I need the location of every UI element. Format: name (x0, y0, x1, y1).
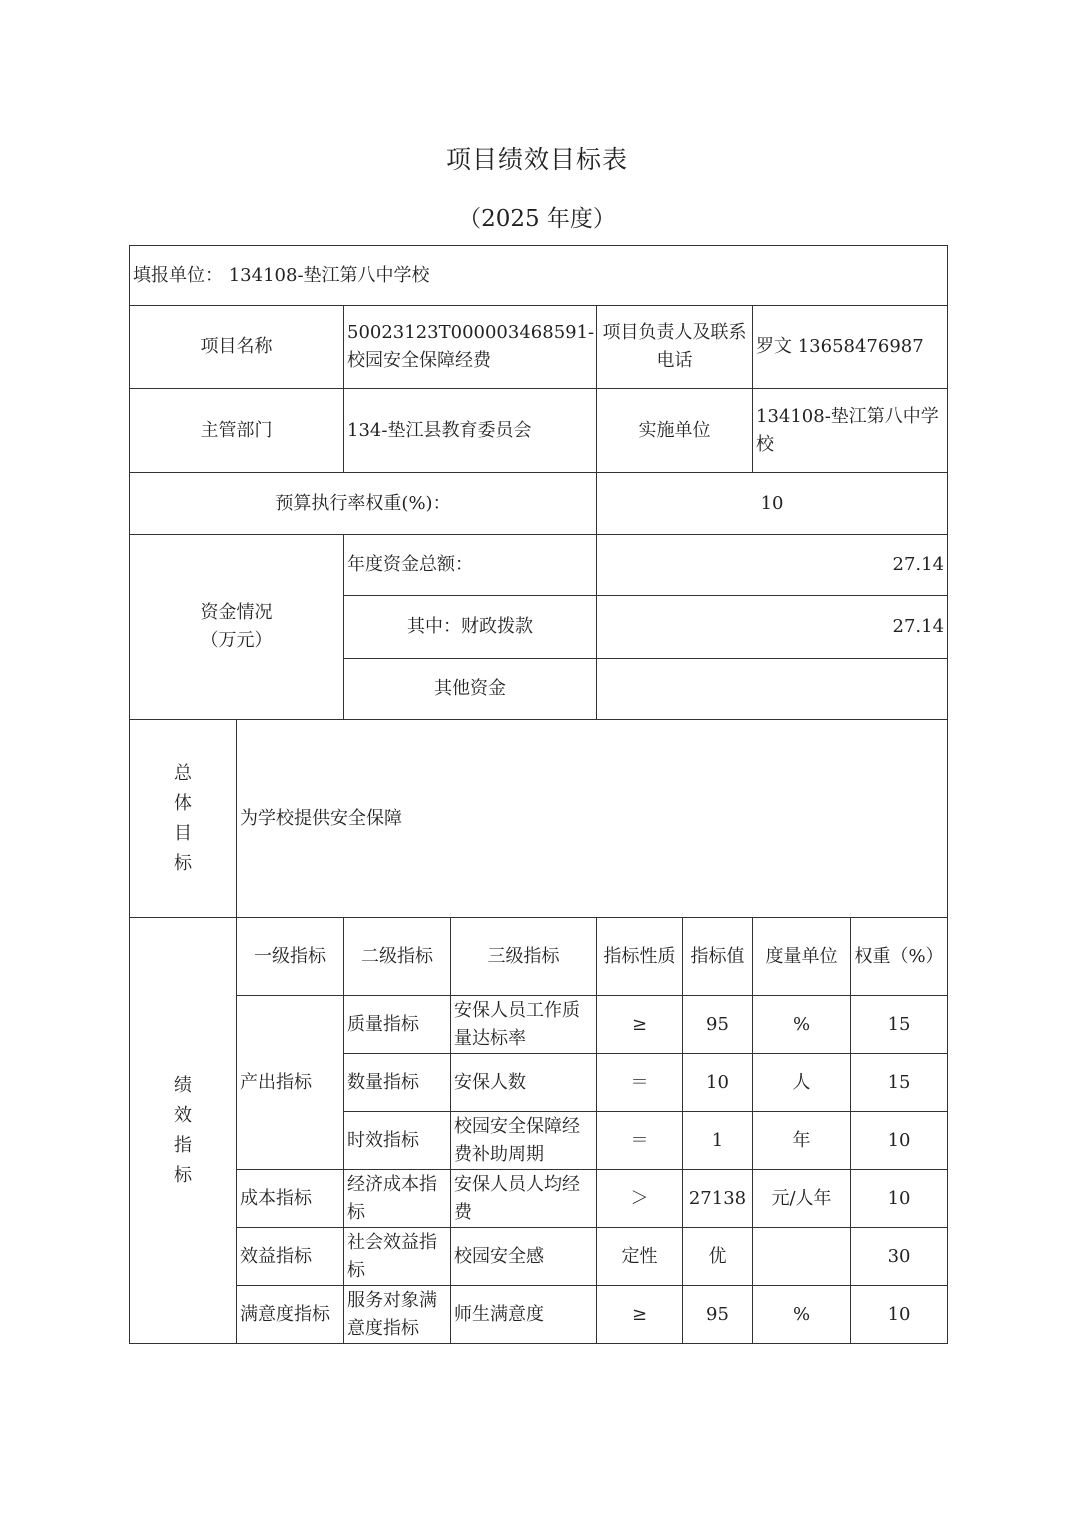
supervising-dept-value: 134-垫江县教育委员会 (344, 389, 597, 473)
value-cell: 1 (683, 1112, 753, 1170)
performance-indicators-label (130, 918, 237, 1344)
funds-label-line1: 资金情况 (200, 602, 273, 623)
budget-rate-label: 预算执行率权重(%)： (130, 473, 597, 535)
table-row (130, 1170, 948, 1228)
page-title: 项目绩效目标表 (445, 145, 628, 174)
level3-cell: 安保人员人均经费 (451, 1170, 597, 1228)
column-header: 二级指标 (344, 918, 451, 996)
implementing-unit-label: 实施单位 (597, 389, 753, 473)
level3-cell: 安保人数 (451, 1054, 597, 1112)
level2-cell: 经济成本指标 (344, 1170, 451, 1228)
column-header: 三级指标 (451, 918, 597, 996)
level1-cell: 满意度指标 (237, 1286, 344, 1344)
unit-cell: % (753, 1286, 851, 1344)
level3-cell: 校园安全保障经费补助周期 (451, 1112, 597, 1170)
table-row (130, 1228, 948, 1286)
page-subtitle: （2025 年度） (458, 206, 616, 232)
overall-goal-char: 标 (174, 852, 192, 874)
level3-cell: 师生满意度 (451, 1286, 597, 1344)
performance-goal-table (129, 245, 948, 1344)
level3-cell: 安保人员工作质量达标率 (451, 996, 597, 1054)
weight-cell: 10 (851, 1170, 948, 1228)
nature-cell: ≥ (597, 996, 683, 1054)
table-row (130, 996, 948, 1054)
level1-cell: 成本指标 (237, 1170, 344, 1228)
nature-cell: ＝ (597, 1054, 683, 1112)
unit-cell (753, 1228, 851, 1286)
table-row (130, 1286, 948, 1344)
performance-indicators-char: 效 (174, 1104, 192, 1126)
other-funds-label: 其他资金 (344, 659, 597, 720)
value-cell: 27138 (683, 1170, 753, 1228)
funds-label-line2: （万元） (200, 630, 273, 651)
project-manager-label: 项目负责人及联系电话 (597, 306, 753, 389)
unit-cell: 元/人年 (753, 1170, 851, 1228)
project-name-label: 项目名称 (130, 306, 344, 389)
performance-indicators-char: 绩 (174, 1074, 192, 1096)
other-funds-value (597, 659, 948, 720)
value-cell: 优 (683, 1228, 753, 1286)
value-cell: 95 (683, 1286, 753, 1344)
fiscal-funds-value: 27.14 (597, 596, 948, 659)
budget-rate-value: 10 (597, 473, 948, 535)
supervising-dept-label: 主管部门 (130, 389, 344, 473)
level2-cell: 服务对象满意度指标 (344, 1286, 451, 1344)
performance-indicators-char: 指 (174, 1134, 192, 1156)
funds-label (130, 535, 344, 720)
weight-cell: 15 (851, 1054, 948, 1112)
weight-cell: 10 (851, 1112, 948, 1170)
nature-cell: ＝ (597, 1112, 683, 1170)
weight-cell: 10 (851, 1286, 948, 1344)
project-name-value: 50023123T000003468591-校园安全保障经费 (344, 306, 597, 389)
column-header: 指标性质 (597, 918, 683, 996)
level2-cell: 社会效益指标 (344, 1228, 451, 1286)
implementing-unit-value: 134108-垫江第八中学校 (753, 389, 948, 473)
value-cell: 10 (683, 1054, 753, 1112)
level2-cell: 数量指标 (344, 1054, 451, 1112)
performance-indicators-char: 标 (174, 1164, 192, 1186)
annual-funds-label: 年度资金总额： (344, 535, 597, 596)
annual-funds-value: 27.14 (597, 535, 948, 596)
column-header: 指标值 (683, 918, 753, 996)
overall-goal-char: 体 (174, 792, 192, 814)
reporting-unit-cell (130, 246, 948, 306)
unit-cell: 年 (753, 1112, 851, 1170)
overall-goal-value: 为学校提供安全保障 (237, 720, 948, 918)
value-cell: 95 (683, 996, 753, 1054)
column-header: 一级指标 (237, 918, 344, 996)
level1-cell: 效益指标 (237, 1228, 344, 1286)
level1-cell: 产出指标 (237, 996, 344, 1170)
unit-cell: % (753, 996, 851, 1054)
level3-cell: 校园安全感 (451, 1228, 597, 1286)
nature-cell: ＞ (597, 1170, 683, 1228)
reporting-unit-label: 填报单位： (133, 264, 223, 286)
weight-cell: 15 (851, 996, 948, 1054)
column-header: 度量单位 (753, 918, 851, 996)
unit-cell: 人 (753, 1054, 851, 1112)
level2-cell: 时效指标 (344, 1112, 451, 1170)
nature-cell: ≥ (597, 1286, 683, 1344)
overall-goal-char: 总 (174, 762, 192, 784)
overall-goal-char: 目 (174, 822, 192, 844)
project-manager-value: 罗文 13658476987 (753, 306, 948, 389)
nature-cell: 定性 (597, 1228, 683, 1286)
overall-goal-label (130, 720, 237, 918)
reporting-unit-value: 134108-垫江第八中学校 (228, 264, 430, 286)
level2-cell: 质量指标 (344, 996, 451, 1054)
weight-cell: 30 (851, 1228, 948, 1286)
column-header: 权重（%） (851, 918, 948, 996)
fiscal-funds-label: 其中：财政拨款 (344, 596, 597, 659)
